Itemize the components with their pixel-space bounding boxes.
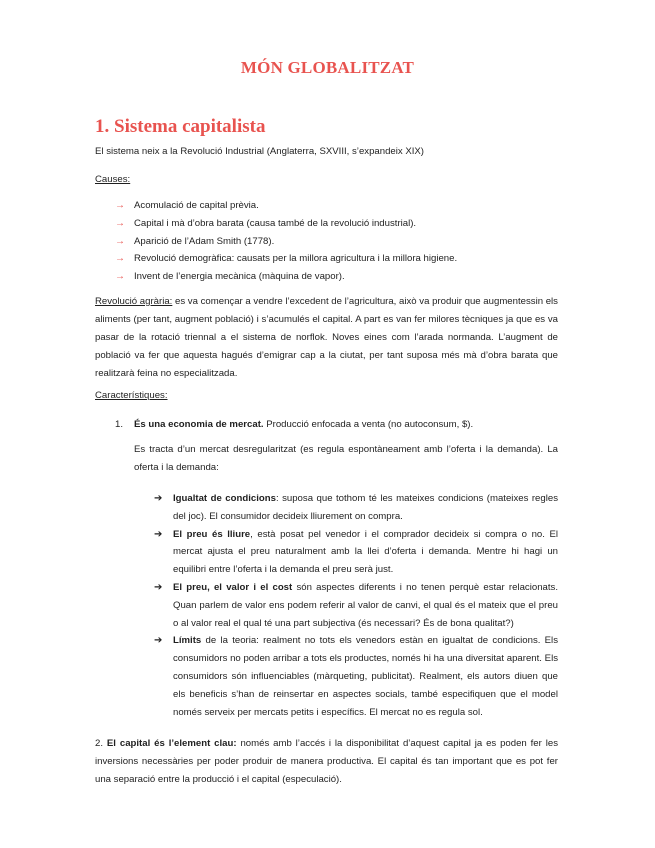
intro-paragraph: El sistema neix a la Revolució Industrial (Anglaterra, SXVIII, s’expandeix XIX) [95,146,425,157]
feature-text: són aspectes diferents i no tenen perquè estar relacionats. Quan parlem de valor ens podem referir al valor de canvi, el qual és el mateix que el preu o al valor real el qual té una part subjectiva (és necessari? És de bona qualitat?) [173,581,558,629]
item-number: 1. [115,419,124,430]
feature-heading: Igualtat de condicions [173,493,276,504]
feature-text: : suposa que tothom té les mateixes condicions (mateixes regles del joc). El consumidor decideix lliurement on compra. [173,493,558,522]
cause-item [95,250,565,268]
cause-text: Invent de l’energia mecànica (màquina de vapor). [134,271,345,283]
cause-item [95,268,565,286]
agrarian-paragraph [95,293,558,383]
characteristic-item-2 [95,735,558,789]
feature-item [134,490,558,526]
section-heading: 1. Sistema capitalista [95,116,266,137]
item-heading: El capital és l’element clau: [106,738,237,749]
bold-arrow-icon: ➔ [154,635,163,647]
feature-item [134,632,558,721]
arrow-icon: → [115,235,125,247]
item-heading: És una economia de mercat. [134,419,264,430]
arrow-icon: → [115,217,125,229]
feature-item [134,579,558,632]
item-text: Producció enfocada a venta (no autoconsum, $). [263,419,474,430]
agrarian-label: Revolució agrària: [95,296,173,307]
arrow-icon: → [115,200,125,211]
cause-item [95,215,565,233]
market-description: Es tracta d’un mercat desregularitzat (es regula espontàneament amb l’oferta i la demanda). La oferta i la demanda: [134,444,558,473]
cause-item [95,233,565,251]
features-list [134,490,558,721]
causes-list [95,197,565,286]
feature-text: , està posat pel venedor i el comprador decideix si compra o no. El mercat ajusta el preu naturalment amb la llei d’oferta i demanda. Mentre hi hagi un equilibri entre l’oferta i la demanda el preu serà just. [173,528,559,576]
feature-heading: El preu, el valor i el cost [173,581,293,593]
feature-item [134,526,558,579]
bold-arrow-icon: ➔ [154,528,163,540]
characteristics-label: Característiques: [95,390,168,401]
cause-text: Aparició de l’Adam Smith (1778). [134,235,275,247]
characteristic-item-1 [95,416,558,434]
causes-label: Causes: [95,174,131,185]
cause-text: Revolució demogràfica: causats per la millora agricultura i la millora higiene. [134,253,458,265]
agrarian-text: es va començar a vendre l’excedent de l’agricultura, això va produir que augmentessin els aliments (per tant, augment població) i s’acumulés el capital. A part es van fer milores tècniques ja que es va pasar de la rotació triennal a el sistema de norflok. Noves eines com l’arada normanda. L’augment de població va fer que aquesta hagués d’emigrar cap a la ciutat, per tant suposa més mà d’obra barata que realitzarà feina no especialitzada. [95,296,558,379]
document-title: MÓN GLOBALITZAT [240,58,415,77]
item-text: només amb l’accés i la disponibilitat d’aquest capital ja es poden fer les inversions necessàries per poder produir de manera productiva. El capital és tan important que es pot fer una separació entre la producció i el capital (especulació). [95,738,558,785]
cause-item [95,197,565,215]
cause-text: Capital i mà d’obra barata (causa també de la revolució industrial). [134,217,417,229]
arrow-icon: → [115,253,125,265]
feature-heading: Límits [173,635,202,647]
arrow-icon: → [115,271,125,283]
bold-arrow-icon: ➔ [154,493,163,504]
feature-text: de la teoria: realment no tots els venedors estàn en igualtat de condicions. Els consumidors no poden arribar a tots els productes, només hi ha una diversitat aparent. Els consumidors són influenciables (màrqueting, publicitat). Realment, els autors diuen que els beneficis s’han de reinsertar en aspectes socials, també especifiquen que el model només serveix per mercats petits i específics. El mercat no es regula sol. [173,635,558,718]
bold-arrow-icon: ➔ [154,581,163,593]
item-number: 2. [95,738,104,749]
cause-text: Acomulació de capital prèvia. [134,200,259,211]
feature-heading: El preu és lliure [173,528,251,540]
